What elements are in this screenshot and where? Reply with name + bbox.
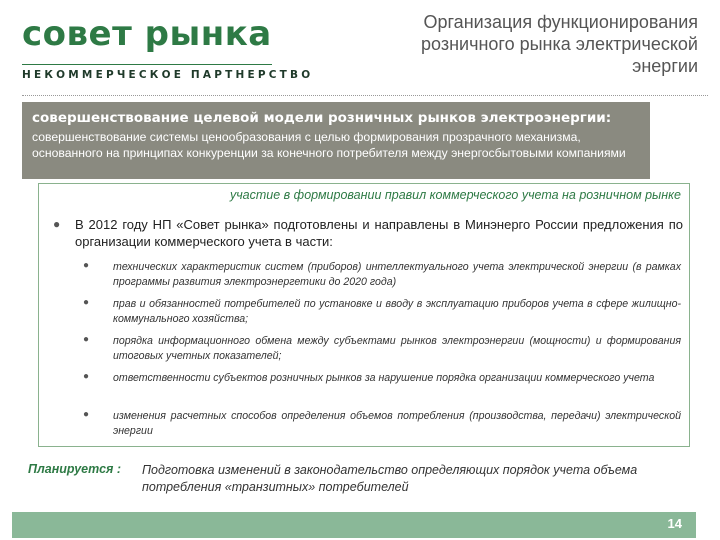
sub-list <box>83 260 681 447</box>
header-divider <box>22 95 708 96</box>
list-item <box>83 409 681 447</box>
slide-title: Организация функционирования розничного рынка электрической энергии <box>421 12 698 76</box>
bullet-icon: ● <box>83 297 90 308</box>
list-item <box>83 260 681 297</box>
main-item-text: В 2012 году НП «Совет рынка» подготовлены и направлены в Минэнерго России предложения по организации коммерческого учета в части: <box>75 217 683 249</box>
plan-text: Подготовка изменений в законодательство определяющих порядок учета объема потребления «транзитных» потребителей <box>142 463 638 494</box>
bullet-icon: ● <box>83 371 90 382</box>
list-item-text: изменения расчетных способов определения объемов потребления (производства, передачи) электрической энергии <box>113 410 681 437</box>
list-item-text: порядка информационного обмена между субъектами рынков электроэнергии (мощности) и формирования итоговых учетных показателей; <box>113 335 681 362</box>
list-item <box>83 334 681 371</box>
banner-title: совершенствование целевой модели розничных рынков электроэнергии: <box>32 110 612 126</box>
footer-bar <box>12 512 696 538</box>
banner-text: совершенствование системы ценообразования с целью формирования прозрачного механизма, основанного на принципах конкуренции за конечного потребителя между энергосбытовыми компаниями <box>32 130 626 160</box>
logo-subtitle: НЕКОММЕРЧЕСКОЕ ПАРТНЕРСТВО <box>22 69 314 81</box>
content-box <box>38 183 690 447</box>
bullet-icon: ● <box>83 409 90 420</box>
list-item <box>83 297 681 334</box>
box-title: участие в формировании правил коммерческого учета на розничном рынке <box>229 188 681 202</box>
main-list-item <box>53 216 683 250</box>
bullet-icon: ● <box>83 260 90 271</box>
list-item <box>83 371 681 409</box>
logo-divider <box>22 64 272 65</box>
logo-wordmark: совет рынка <box>22 14 272 54</box>
page-number: 14 <box>667 516 682 531</box>
list-item-text: ответственности субъектов розничных рынков за нарушение порядка организации коммерческого учета <box>113 372 655 384</box>
list-item-text: технических характеристик систем (приборов) интеллектуального учета электрической энергии (в рамках программы развития электроэнергетики до 2020 года) <box>113 261 681 288</box>
bullet-icon: ● <box>53 217 61 231</box>
section-banner <box>22 102 650 179</box>
plan-label: Планируется : <box>28 462 122 476</box>
bullet-icon: ● <box>83 334 90 345</box>
list-item-text: прав и обязанностей потребителей по установке и вводу в эксплуатацию приборов учета в сфере жилищно-коммунального хозяйства; <box>113 298 681 325</box>
